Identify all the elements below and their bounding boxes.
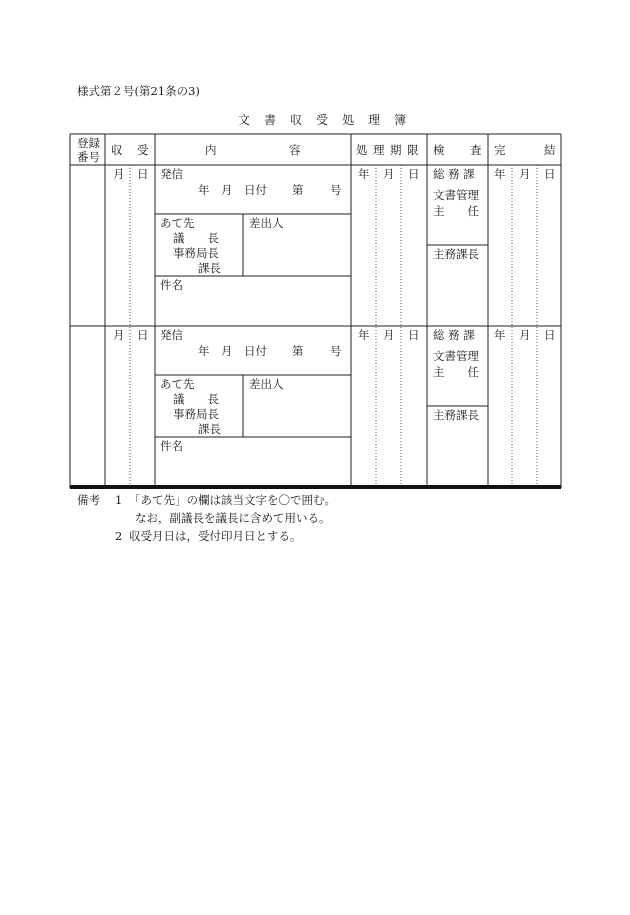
header-receipt-2: 受 bbox=[137, 143, 149, 157]
row1-sent-no-2: 号 bbox=[330, 183, 342, 197]
note2-number: 2 bbox=[115, 529, 123, 543]
row2-sent-date: 年 月 日付 bbox=[198, 344, 267, 358]
row1-day: 日 bbox=[137, 167, 149, 181]
row2-insp-4: 主務課長 bbox=[433, 408, 479, 422]
header-reg-no-2: 番号 bbox=[77, 150, 100, 164]
row2-dl-year: 年 bbox=[358, 328, 370, 342]
title-char: 収 bbox=[290, 113, 303, 127]
row2-comp-day: 日 bbox=[544, 328, 556, 342]
header-deadline-3: 期 bbox=[390, 143, 402, 157]
row2-insp-2: 文書管理 bbox=[433, 349, 479, 363]
header-inspection-2: 査 bbox=[470, 143, 482, 157]
row1-insp-4: 主務課長 bbox=[433, 247, 479, 261]
header-inspection-1: 検 bbox=[433, 143, 445, 157]
row1-sent-date: 年 月 日付 bbox=[198, 183, 267, 197]
row1-dl-day: 日 bbox=[408, 167, 420, 181]
header-deadline-2: 理 bbox=[373, 143, 385, 157]
row2-sender: 差出人 bbox=[249, 377, 284, 391]
row1-addr-2: 事務局長 bbox=[173, 246, 219, 260]
row2-addr-2: 事務局長 bbox=[173, 407, 219, 421]
row2-insp-1: 総 務 課 bbox=[433, 328, 475, 342]
form-label: 様式第２号(第21条の3) bbox=[77, 84, 200, 98]
title-char: 処 bbox=[342, 113, 355, 127]
header-content-1: 内 bbox=[205, 143, 217, 157]
row1-comp-month: 月 bbox=[519, 167, 531, 181]
note1-number: 1 bbox=[115, 493, 123, 507]
row2-insp-3: 主 任 bbox=[433, 365, 479, 379]
note2-text: 収受月日は，受付印月日とする。 bbox=[129, 529, 302, 543]
row2-month: 月 bbox=[113, 328, 125, 342]
title-char: 理 bbox=[368, 113, 381, 127]
row1-sender: 差出人 bbox=[249, 216, 284, 230]
row2-addr-3: 課長 bbox=[198, 422, 221, 436]
row1-sent: 発信 bbox=[160, 167, 183, 181]
row1-comp-year: 年 bbox=[494, 167, 506, 181]
row1-subject: 件名 bbox=[160, 278, 183, 292]
header-deadline-1: 処 bbox=[356, 143, 368, 157]
note1-text: 「あて先」の欄は該当文字を〇で囲む。 bbox=[129, 493, 336, 507]
row1-addr-3: 課長 bbox=[198, 261, 221, 275]
row1-dl-month: 月 bbox=[383, 167, 395, 181]
row1-insp-2: 文書管理 bbox=[433, 188, 479, 202]
row2-day: 日 bbox=[137, 328, 149, 342]
row1-month: 月 bbox=[113, 167, 125, 181]
row2-sent-no-2: 号 bbox=[330, 344, 342, 358]
notes-label: 備考 bbox=[77, 493, 100, 507]
header-content-2: 容 bbox=[289, 143, 301, 157]
row1-insp-3: 主 任 bbox=[433, 204, 479, 218]
row2-dl-day: 日 bbox=[408, 328, 420, 342]
row2-dl-month: 月 bbox=[383, 328, 395, 342]
row1-insp-1: 総 務 課 bbox=[433, 167, 475, 181]
row2-addressee: あて先 bbox=[160, 377, 195, 391]
row2-subject: 件名 bbox=[160, 439, 183, 453]
header-reg-no-1: 登録 bbox=[77, 136, 100, 150]
row2-comp-year: 年 bbox=[494, 328, 506, 342]
row1-addressee: あて先 bbox=[160, 216, 195, 230]
row1-comp-day: 日 bbox=[544, 167, 556, 181]
row2-sent-no-1: 第 bbox=[292, 344, 304, 358]
row1-sent-no-1: 第 bbox=[292, 183, 304, 197]
header-completion-1: 完 bbox=[494, 143, 506, 157]
row2-comp-month: 月 bbox=[519, 328, 531, 342]
title-char: 受 bbox=[316, 113, 329, 127]
header-deadline-4: 限 bbox=[407, 143, 419, 157]
row1-addr-1: 議 長 bbox=[173, 231, 219, 245]
title-char: 文 bbox=[238, 113, 251, 127]
note1-text-2: なお，副議長を議長に含めて用いる。 bbox=[135, 511, 331, 525]
table-border-bottom bbox=[70, 485, 561, 489]
header-receipt-1: 収 bbox=[111, 143, 123, 157]
title-char: 簿 bbox=[394, 113, 407, 127]
row2-sent: 発信 bbox=[160, 328, 183, 342]
row1-dl-year: 年 bbox=[358, 167, 370, 181]
title-char: 書 bbox=[264, 113, 277, 127]
header-completion-2: 結 bbox=[544, 143, 556, 157]
row2-addr-1: 議 長 bbox=[173, 392, 219, 406]
